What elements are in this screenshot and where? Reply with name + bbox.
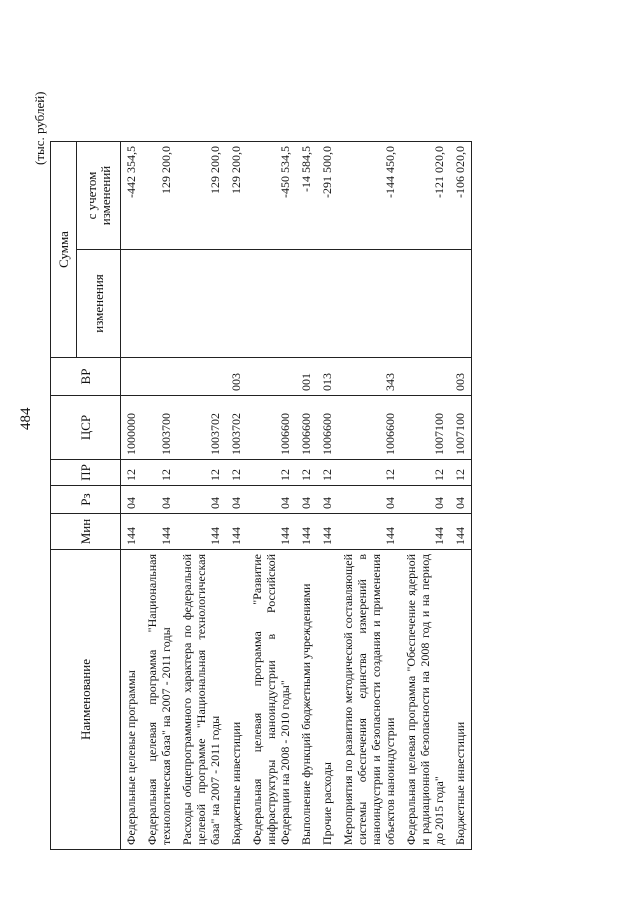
cell-rz: 04 bbox=[121, 486, 143, 514]
cell-min: 144 bbox=[177, 514, 226, 550]
cell-rz: 04 bbox=[142, 486, 177, 514]
header-pr: ПР bbox=[51, 460, 121, 486]
cell-name: Бюджетные инвестиции bbox=[450, 550, 472, 850]
cell-rz: 04 bbox=[401, 486, 450, 514]
header-vr: ВР bbox=[51, 358, 121, 396]
table-row bbox=[317, 142, 338, 850]
cell-rz: 04 bbox=[247, 486, 296, 514]
table-body bbox=[121, 142, 472, 850]
cell-uch: -291 500,0 bbox=[317, 142, 338, 250]
cell-pr: 12 bbox=[450, 460, 472, 486]
cell-csr: 1003702 bbox=[226, 396, 247, 460]
cell-rz: 04 bbox=[177, 486, 226, 514]
cell-rz: 04 bbox=[226, 486, 247, 514]
cell-name: Выполнение функций бюджетными учреждениями bbox=[296, 550, 317, 850]
cell-name: Прочие расходы bbox=[317, 550, 338, 850]
cell-izm bbox=[142, 250, 177, 358]
cell-vr bbox=[401, 358, 450, 396]
table-row bbox=[177, 142, 226, 850]
cell-pr: 12 bbox=[121, 460, 143, 486]
cell-csr: 1000000 bbox=[121, 396, 143, 460]
page-number: 484 bbox=[18, 407, 34, 430]
table-row bbox=[401, 142, 450, 850]
header-name: Наименование bbox=[51, 550, 121, 850]
table-row bbox=[247, 142, 296, 850]
units-label: (тыс. рублей) bbox=[32, 91, 47, 165]
cell-vr: 013 bbox=[317, 358, 338, 396]
cell-name: Мероприятия по развитию методической составляющей системы обеспечения единства измерений в наноиндустрии и безопасности создания и применения объектов наноиндустрии bbox=[338, 550, 401, 850]
cell-pr: 12 bbox=[401, 460, 450, 486]
cell-min: 144 bbox=[338, 514, 401, 550]
cell-csr: 1007100 bbox=[401, 396, 450, 460]
cell-pr: 12 bbox=[142, 460, 177, 486]
cell-vr bbox=[121, 358, 143, 396]
table-row bbox=[338, 142, 401, 850]
cell-csr: 1006600 bbox=[296, 396, 317, 460]
cell-pr: 12 bbox=[226, 460, 247, 486]
table-row bbox=[296, 142, 317, 850]
cell-izm bbox=[338, 250, 401, 358]
cell-uch: -442 354,5 bbox=[121, 142, 143, 250]
cell-name: Расходы общепрограммного характера по федеральной целевой программе "Национальная технологическая база" на 2007 - 2011 годы bbox=[177, 550, 226, 850]
cell-name: Федеральная целевая программа "Национальная технологическая база" на 2007 - 2011 годы bbox=[142, 550, 177, 850]
cell-name: Федеральная целевая программа "Обеспечение ядерной и радиационной безопасности на 2008 год и на период до 2015 года" bbox=[401, 550, 450, 850]
cell-rz: 04 bbox=[450, 486, 472, 514]
cell-izm bbox=[317, 250, 338, 358]
header-sum: Сумма bbox=[51, 142, 77, 358]
cell-name: Федеральная целевая программа "Развитие инфраструктуры наноиндустрии в Российской Федерации на 2008 - 2010 годы" bbox=[247, 550, 296, 850]
cell-vr bbox=[142, 358, 177, 396]
cell-izm bbox=[450, 250, 472, 358]
header-rz: Рз bbox=[51, 486, 121, 514]
cell-rz: 04 bbox=[338, 486, 401, 514]
cell-csr: 1006600 bbox=[247, 396, 296, 460]
cell-izm bbox=[226, 250, 247, 358]
cell-vr: 003 bbox=[450, 358, 472, 396]
cell-uch: 129 200,0 bbox=[226, 142, 247, 250]
header-uch: с учетом изменений bbox=[77, 142, 121, 250]
cell-izm bbox=[296, 250, 317, 358]
cell-izm bbox=[247, 250, 296, 358]
cell-izm bbox=[121, 250, 143, 358]
cell-csr: 1003702 bbox=[177, 396, 226, 460]
cell-uch: 129 200,0 bbox=[142, 142, 177, 250]
cell-min: 144 bbox=[401, 514, 450, 550]
cell-pr: 12 bbox=[296, 460, 317, 486]
cell-name: Федеральные целевые программы bbox=[121, 550, 143, 850]
cell-uch: -14 584,5 bbox=[296, 142, 317, 250]
table-row bbox=[226, 142, 247, 850]
table-row bbox=[142, 142, 177, 850]
budget-table bbox=[50, 141, 472, 850]
cell-pr: 12 bbox=[247, 460, 296, 486]
cell-min: 144 bbox=[296, 514, 317, 550]
cell-vr bbox=[247, 358, 296, 396]
cell-uch: 129 200,0 bbox=[177, 142, 226, 250]
cell-pr: 12 bbox=[338, 460, 401, 486]
cell-pr: 12 bbox=[317, 460, 338, 486]
cell-min: 144 bbox=[142, 514, 177, 550]
cell-min: 144 bbox=[121, 514, 143, 550]
cell-min: 144 bbox=[450, 514, 472, 550]
cell-min: 144 bbox=[226, 514, 247, 550]
cell-vr: 003 bbox=[226, 358, 247, 396]
header-min: Мин bbox=[51, 514, 121, 550]
cell-csr: 1007100 bbox=[450, 396, 472, 460]
header-csr: ЦСР bbox=[51, 396, 121, 460]
cell-csr: 1003700 bbox=[142, 396, 177, 460]
cell-csr: 1006600 bbox=[338, 396, 401, 460]
cell-rz: 04 bbox=[296, 486, 317, 514]
cell-csr: 1006600 bbox=[317, 396, 338, 460]
cell-vr bbox=[177, 358, 226, 396]
cell-vr: 343 bbox=[338, 358, 401, 396]
cell-min: 144 bbox=[247, 514, 296, 550]
cell-izm bbox=[177, 250, 226, 358]
table-row bbox=[121, 142, 143, 850]
cell-vr: 001 bbox=[296, 358, 317, 396]
cell-pr: 12 bbox=[177, 460, 226, 486]
header-izm: изменения bbox=[77, 250, 121, 358]
cell-uch: -121 020,0 bbox=[401, 142, 450, 250]
cell-uch: -144 450,0 bbox=[338, 142, 401, 250]
cell-izm bbox=[401, 250, 450, 358]
cell-uch: -106 020,0 bbox=[450, 142, 472, 250]
table-header bbox=[51, 142, 121, 850]
table-row bbox=[450, 142, 472, 850]
cell-rz: 04 bbox=[317, 486, 338, 514]
cell-uch: -450 534,5 bbox=[247, 142, 296, 250]
cell-name: Бюджетные инвестиции bbox=[226, 550, 247, 850]
cell-min: 144 bbox=[317, 514, 338, 550]
